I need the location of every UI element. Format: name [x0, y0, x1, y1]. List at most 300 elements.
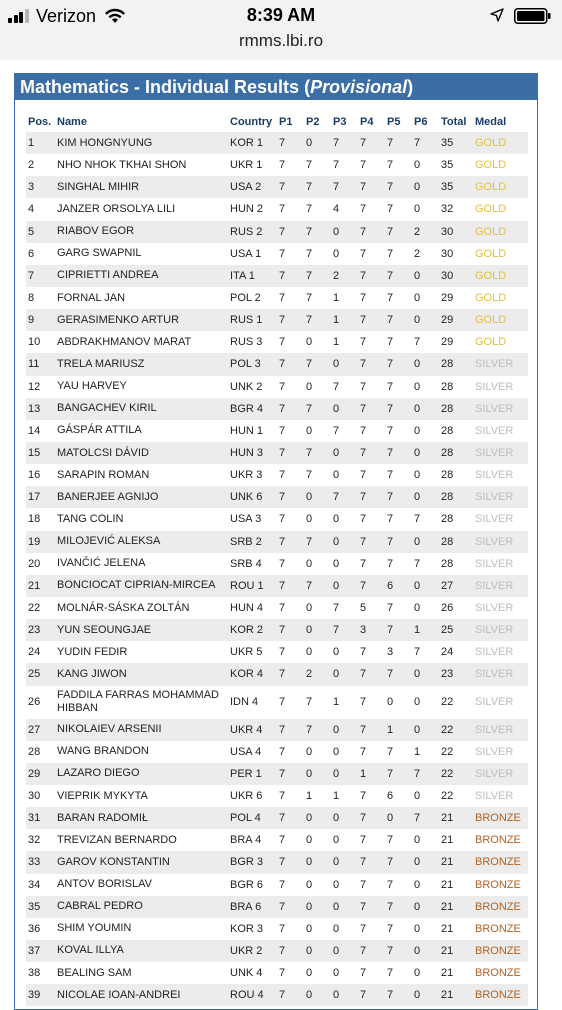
cell-p5: 7 [385, 619, 412, 641]
table-row [26, 508, 528, 530]
cell-p4: 7 [358, 287, 385, 309]
cell-p4: 7 [358, 896, 385, 918]
cell-country: UKR 2 [228, 940, 277, 962]
cell-p1: 7 [277, 874, 304, 896]
cell-country: RUS 2 [228, 221, 277, 243]
cell-p4: 7 [358, 154, 385, 176]
cell-p2: 7 [304, 353, 331, 375]
cell-total: 30 [439, 265, 473, 287]
table-row [26, 663, 528, 685]
col-header-p4[interactable]: P4 [360, 116, 374, 128]
cell-p5: 7 [385, 663, 412, 685]
cell-country: UNK 2 [228, 376, 277, 398]
table-row [26, 619, 528, 641]
cell-medal: GOLD [473, 331, 528, 353]
col-header-name[interactable]: Name [57, 116, 87, 128]
cell-p5: 7 [385, 398, 412, 420]
col-header-p6[interactable]: P6 [414, 116, 428, 128]
cell-name: NHO NHOK TKHAI SHON [55, 154, 228, 176]
col-header-total[interactable]: Total [441, 116, 467, 128]
cell-pos: 15 [26, 442, 55, 464]
cell-country: BRA 6 [228, 896, 277, 918]
cell-p4: 7 [358, 531, 385, 553]
cell-p6: 7 [412, 508, 439, 530]
table-row [26, 962, 528, 984]
cell-p2: 7 [304, 442, 331, 464]
cell-p3: 7 [331, 154, 358, 176]
cell-total: 21 [439, 940, 473, 962]
cell-p4: 7 [358, 309, 385, 331]
cell-p4: 7 [358, 851, 385, 873]
cell-medal: SILVER [473, 398, 528, 420]
cell-p3: 1 [331, 686, 358, 719]
title-provisional: Provisional [310, 77, 408, 97]
cell-name: ABDRAKHMANOV MARAT [55, 331, 228, 353]
cell-medal: GOLD [473, 309, 528, 331]
table-row [26, 154, 528, 176]
cell-p1: 7 [277, 353, 304, 375]
cell-p2: 0 [304, 486, 331, 508]
cell-total: 35 [439, 132, 473, 154]
table-row [26, 376, 528, 398]
cell-total: 28 [439, 376, 473, 398]
cell-p4: 7 [358, 719, 385, 741]
cell-name: NIKOLAIEV ARSENII [55, 719, 228, 741]
cell-pos: 2 [26, 154, 55, 176]
cell-total: 22 [439, 719, 473, 741]
cell-p1: 7 [277, 896, 304, 918]
cell-p5: 7 [385, 553, 412, 575]
cell-p2: 0 [304, 807, 331, 829]
cell-name: FORNAL JAN [55, 287, 228, 309]
cell-medal: BRONZE [473, 918, 528, 940]
cell-p1: 7 [277, 464, 304, 486]
cell-pos: 36 [26, 918, 55, 940]
cell-p6: 0 [412, 176, 439, 198]
table-row [26, 686, 528, 719]
cell-name: KOVAL ILLYA [55, 940, 228, 962]
col-header-medal[interactable]: Medal [475, 116, 507, 128]
cell-name: BONCIOCAT CIPRIAN-MIRCEA [55, 575, 228, 597]
cell-pos: 28 [26, 741, 55, 763]
cell-p4: 7 [358, 420, 385, 442]
cell-name: NICOLAE IOAN-ANDREI [55, 984, 228, 1006]
cell-p1: 7 [277, 176, 304, 198]
col-header-p1[interactable]: P1 [279, 116, 293, 128]
cell-p3: 0 [331, 851, 358, 873]
cell-p1: 7 [277, 663, 304, 685]
table-row [26, 420, 528, 442]
cell-p4: 7 [358, 376, 385, 398]
cell-total: 23 [439, 663, 473, 685]
cell-total: 29 [439, 287, 473, 309]
cell-p6: 0 [412, 376, 439, 398]
cell-p4: 1 [358, 763, 385, 785]
col-header-country[interactable]: Country [230, 116, 273, 128]
cell-p4: 7 [358, 243, 385, 265]
cell-p5: 7 [385, 918, 412, 940]
cell-p6: 0 [412, 686, 439, 719]
cell-p3: 1 [331, 331, 358, 353]
cell-p5: 1 [385, 719, 412, 741]
cell-country: USA 1 [228, 243, 277, 265]
cell-p2: 0 [304, 918, 331, 940]
cell-name: MATOLCSI DÁVID [55, 442, 228, 464]
col-header-p2[interactable]: P2 [306, 116, 320, 128]
cell-p5: 7 [385, 962, 412, 984]
cell-total: 21 [439, 984, 473, 1006]
cell-medal: GOLD [473, 176, 528, 198]
cell-p1: 7 [277, 198, 304, 220]
cell-country: BGR 4 [228, 398, 277, 420]
cell-p5: 7 [385, 442, 412, 464]
cell-p4: 7 [358, 132, 385, 154]
cell-p3: 0 [331, 641, 358, 663]
table-row [26, 984, 528, 1006]
table-row [26, 807, 528, 829]
cell-total: 22 [439, 763, 473, 785]
cell-p1: 7 [277, 763, 304, 785]
cell-name: KIM HONGNYUNG [55, 132, 228, 154]
cell-p2: 7 [304, 309, 331, 331]
results-panel [14, 73, 538, 1010]
cell-country: KOR 2 [228, 619, 277, 641]
cell-country: UKR 3 [228, 464, 277, 486]
cell-medal: GOLD [473, 287, 528, 309]
cell-name: SARAPIN ROMAN [55, 464, 228, 486]
cell-country: POL 4 [228, 807, 277, 829]
col-header-pos[interactable]: Pos. [28, 116, 52, 128]
table-row [26, 851, 528, 873]
cell-p5: 7 [385, 420, 412, 442]
battery-icon [514, 8, 552, 24]
cell-p3: 7 [331, 376, 358, 398]
cell-p2: 0 [304, 851, 331, 873]
cell-p1: 7 [277, 243, 304, 265]
cell-p3: 1 [331, 309, 358, 331]
cell-pos: 26 [26, 686, 55, 719]
cell-total: 21 [439, 896, 473, 918]
cell-total: 28 [439, 464, 473, 486]
cell-p1: 7 [277, 531, 304, 553]
location-arrow-icon [490, 8, 504, 22]
cell-country: POL 2 [228, 287, 277, 309]
cell-p1: 7 [277, 376, 304, 398]
cell-p5: 7 [385, 531, 412, 553]
table-row [26, 874, 528, 896]
cell-p6: 0 [412, 896, 439, 918]
cell-p5: 7 [385, 287, 412, 309]
cell-p3: 0 [331, 353, 358, 375]
cell-total: 21 [439, 851, 473, 873]
table-row [26, 741, 528, 763]
table-row [26, 553, 528, 575]
cell-p2: 7 [304, 198, 331, 220]
cell-p2: 0 [304, 420, 331, 442]
cell-medal: GOLD [473, 132, 528, 154]
cell-medal: SILVER [473, 686, 528, 719]
cell-medal: BRONZE [473, 940, 528, 962]
cell-pos: 7 [26, 265, 55, 287]
cell-pos: 33 [26, 851, 55, 873]
cell-p6: 0 [412, 962, 439, 984]
table-row [26, 398, 528, 420]
cell-name: GARG SWAPNIL [55, 243, 228, 265]
cell-p2: 7 [304, 265, 331, 287]
cell-p2: 1 [304, 785, 331, 807]
cell-total: 21 [439, 829, 473, 851]
table-row [26, 353, 528, 375]
cell-p3: 7 [331, 132, 358, 154]
cell-country: SRB 2 [228, 531, 277, 553]
cell-total: 32 [439, 198, 473, 220]
table-row [26, 641, 528, 663]
cell-p5: 7 [385, 198, 412, 220]
cell-p4: 7 [358, 962, 385, 984]
cell-country: USA 2 [228, 176, 277, 198]
cell-p4: 5 [358, 597, 385, 619]
table-row [26, 597, 528, 619]
cell-pos: 8 [26, 287, 55, 309]
cell-p3: 0 [331, 829, 358, 851]
cell-medal: BRONZE [473, 896, 528, 918]
cell-p3: 0 [331, 553, 358, 575]
cell-medal: GOLD [473, 154, 528, 176]
cell-p6: 0 [412, 874, 439, 896]
cell-total: 22 [439, 686, 473, 719]
cell-medal: SILVER [473, 486, 528, 508]
cell-p2: 7 [304, 575, 331, 597]
cell-p3: 4 [331, 198, 358, 220]
cell-name: TREVIZAN BERNARDO [55, 829, 228, 851]
cell-total: 21 [439, 962, 473, 984]
cell-p5: 7 [385, 597, 412, 619]
cell-pos: 5 [26, 221, 55, 243]
table-row [26, 176, 528, 198]
cell-p5: 7 [385, 331, 412, 353]
cell-name: BANERJEE AGNIJO [55, 486, 228, 508]
cell-p2: 7 [304, 531, 331, 553]
cell-p2: 0 [304, 896, 331, 918]
cell-pos: 20 [26, 553, 55, 575]
cell-medal: SILVER [473, 597, 528, 619]
table-row [26, 464, 528, 486]
cell-p5: 7 [385, 176, 412, 198]
cell-country: KOR 3 [228, 918, 277, 940]
cell-p4: 7 [358, 641, 385, 663]
cell-p4: 7 [358, 464, 385, 486]
cell-p6: 7 [412, 763, 439, 785]
table-row [26, 221, 528, 243]
table-row [26, 486, 528, 508]
cell-medal: SILVER [473, 420, 528, 442]
cell-p3: 0 [331, 464, 358, 486]
cell-p4: 7 [358, 829, 385, 851]
cell-name: SHIM YOUMIN [55, 918, 228, 940]
cell-pos: 12 [26, 376, 55, 398]
cell-pos: 1 [26, 132, 55, 154]
address-bar-url[interactable]: rmms.lbi.ro [238, 31, 324, 50]
cell-medal: SILVER [473, 663, 528, 685]
cell-p1: 7 [277, 420, 304, 442]
cell-p4: 7 [358, 442, 385, 464]
cell-country: ITA 1 [228, 265, 277, 287]
cell-p4: 7 [358, 807, 385, 829]
cell-medal: BRONZE [473, 829, 528, 851]
cell-country: POL 3 [228, 353, 277, 375]
cell-medal: SILVER [473, 719, 528, 741]
cell-p2: 0 [304, 619, 331, 641]
cell-medal: GOLD [473, 265, 528, 287]
cell-p2: 7 [304, 719, 331, 741]
title-suffix: ) [407, 77, 414, 97]
cell-country: UKR 5 [228, 641, 277, 663]
cell-p5: 6 [385, 785, 412, 807]
cell-total: 35 [439, 176, 473, 198]
cell-p1: 7 [277, 851, 304, 873]
cell-p4: 3 [358, 619, 385, 641]
cell-p3: 0 [331, 575, 358, 597]
cell-p2: 7 [304, 176, 331, 198]
cell-p4: 7 [358, 198, 385, 220]
cell-name: BANGACHEV KIRIL [55, 398, 228, 420]
cell-p5: 6 [385, 575, 412, 597]
cell-total: 30 [439, 243, 473, 265]
cell-p1: 7 [277, 741, 304, 763]
cell-p5: 7 [385, 265, 412, 287]
cell-name: IVANČIĆ JELENA [55, 553, 228, 575]
cell-p6: 0 [412, 464, 439, 486]
table-row [26, 331, 528, 353]
cell-p6: 0 [412, 420, 439, 442]
cell-p1: 7 [277, 719, 304, 741]
cell-country: UKR 4 [228, 719, 277, 741]
cell-p4: 7 [358, 265, 385, 287]
cell-p3: 0 [331, 442, 358, 464]
cell-p6: 0 [412, 829, 439, 851]
cell-medal: SILVER [473, 785, 528, 807]
cell-name: MOLNÁR-SÁSKA ZOLTÁN [55, 597, 228, 619]
cell-p3: 0 [331, 962, 358, 984]
cell-pos: 9 [26, 309, 55, 331]
cell-p4: 7 [358, 686, 385, 719]
cell-country: UNK 6 [228, 486, 277, 508]
cell-p1: 7 [277, 221, 304, 243]
cell-p3: 7 [331, 597, 358, 619]
cell-medal: SILVER [473, 464, 528, 486]
cell-pos: 27 [26, 719, 55, 741]
table-row [26, 198, 528, 220]
cell-country: ROU 1 [228, 575, 277, 597]
table-row [26, 442, 528, 464]
cell-p1: 7 [277, 984, 304, 1006]
cell-p2: 0 [304, 741, 331, 763]
cell-pos: 22 [26, 597, 55, 619]
cell-medal: SILVER [473, 442, 528, 464]
cell-medal: SILVER [473, 763, 528, 785]
cell-medal: BRONZE [473, 984, 528, 1006]
cell-total: 25 [439, 619, 473, 641]
cell-p3: 7 [331, 420, 358, 442]
table-row [26, 243, 528, 265]
cell-p1: 7 [277, 918, 304, 940]
cell-medal: SILVER [473, 619, 528, 641]
cell-medal: BRONZE [473, 874, 528, 896]
cell-p5: 7 [385, 763, 412, 785]
cell-p2: 0 [304, 940, 331, 962]
cell-name: KANG JIWON [55, 663, 228, 685]
table-row [26, 287, 528, 309]
cell-p5: 7 [385, 309, 412, 331]
cell-pos: 18 [26, 508, 55, 530]
cell-p2: 0 [304, 132, 331, 154]
cell-country: RUS 1 [228, 309, 277, 331]
cell-total: 22 [439, 741, 473, 763]
cell-p1: 7 [277, 154, 304, 176]
cell-p5: 7 [385, 829, 412, 851]
cell-medal: GOLD [473, 221, 528, 243]
cell-name: JANZER ORSOLYA LILI [55, 198, 228, 220]
cell-p6: 7 [412, 132, 439, 154]
cell-total: 28 [439, 442, 473, 464]
cell-p3: 7 [331, 619, 358, 641]
cell-medal: BRONZE [473, 807, 528, 829]
cell-country: USA 4 [228, 741, 277, 763]
status-time: 8:39 AM [246, 5, 316, 25]
cell-p1: 7 [277, 940, 304, 962]
cell-p6: 2 [412, 221, 439, 243]
cell-p6: 0 [412, 398, 439, 420]
cell-p5: 7 [385, 896, 412, 918]
cell-total: 21 [439, 874, 473, 896]
cell-p2: 7 [304, 287, 331, 309]
cell-name: YUDIN FEDIR [55, 641, 228, 663]
cell-p4: 7 [358, 741, 385, 763]
cell-total: 27 [439, 575, 473, 597]
cell-country: RUS 3 [228, 331, 277, 353]
col-header-p5[interactable]: P5 [387, 116, 401, 128]
cell-p6: 7 [412, 807, 439, 829]
cell-p2: 2 [304, 663, 331, 685]
cell-p1: 7 [277, 265, 304, 287]
cell-name: VIEPRIK MYKYTA [55, 785, 228, 807]
table-row [26, 132, 528, 154]
status-bar [0, 0, 562, 60]
cell-p6: 0 [412, 597, 439, 619]
cell-p3: 0 [331, 508, 358, 530]
cell-total: 28 [439, 486, 473, 508]
cell-medal: SILVER [473, 741, 528, 763]
cell-p6: 0 [412, 353, 439, 375]
cell-pos: 31 [26, 807, 55, 829]
cell-p1: 7 [277, 619, 304, 641]
cell-p4: 7 [358, 984, 385, 1006]
col-header-p3[interactable]: P3 [333, 116, 347, 128]
cell-medal: SILVER [473, 553, 528, 575]
cell-p3: 0 [331, 663, 358, 685]
cell-p6: 0 [412, 940, 439, 962]
cell-name: TANG COLIN [55, 508, 228, 530]
cell-p6: 0 [412, 918, 439, 940]
cell-p3: 7 [331, 176, 358, 198]
cell-p5: 0 [385, 807, 412, 829]
cell-p1: 7 [277, 597, 304, 619]
cell-p6: 0 [412, 287, 439, 309]
cell-p6: 0 [412, 531, 439, 553]
cell-p3: 0 [331, 940, 358, 962]
cell-p6: 0 [412, 851, 439, 873]
cell-p1: 7 [277, 132, 304, 154]
